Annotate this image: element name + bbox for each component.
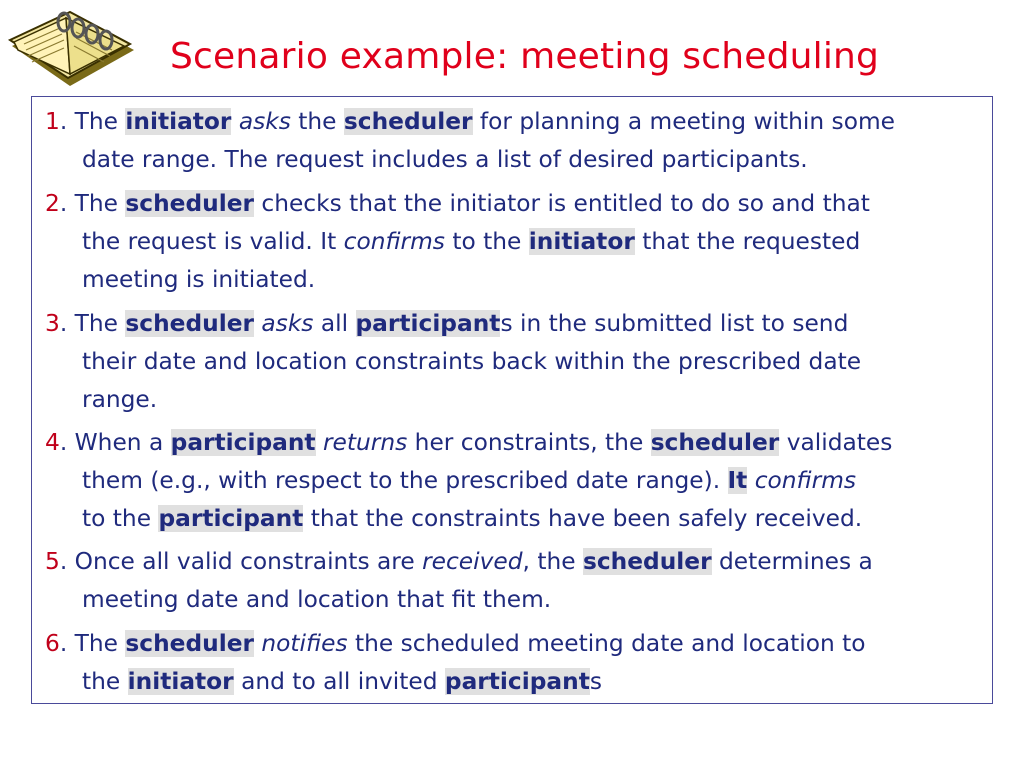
keyword: scheduler [582, 548, 712, 575]
keyword: It [727, 467, 748, 494]
text-segment: all [313, 310, 356, 337]
emphasis: received [422, 548, 523, 575]
step-line: 1. The initiator asks the scheduler for planning a meeting within some [45, 108, 895, 135]
scenario-step [45, 543, 985, 619]
keyword: scheduler [125, 310, 254, 337]
text-segment: Once all valid constraints are [74, 548, 423, 575]
open-book-logo-icon [4, 6, 138, 90]
step-line: 6. The scheduler notifies the scheduled meeting date and location to [45, 630, 866, 657]
scenario-step [45, 103, 985, 179]
step-line: 2. The scheduler checks that the initiator is entitled to do so and that [45, 190, 870, 217]
step-number: 3 [45, 310, 60, 337]
text-segment: The [74, 310, 126, 337]
text-segment [231, 108, 238, 135]
text-segment: validates [779, 429, 893, 456]
text-segment: and to all invited [233, 668, 445, 695]
text-segment: their date and location constraints back within the prescribed date [82, 348, 862, 375]
text-segment: The [74, 108, 126, 135]
text-segment: to the [82, 505, 159, 532]
text-segment: the [82, 668, 128, 695]
step-line: 3. The scheduler asks all participants in the submitted list to send [45, 310, 849, 337]
keyword: initiator [127, 668, 234, 695]
emphasis: asks [261, 310, 314, 337]
text-segment: s [589, 668, 602, 695]
step-line [45, 663, 985, 701]
text-segment: her constraints, the [407, 429, 651, 456]
scenario-steps-box [31, 96, 993, 704]
step-line [45, 581, 985, 619]
text-segment [747, 467, 754, 494]
emphasis: confirms [754, 467, 857, 494]
keyword: scheduler [125, 630, 254, 657]
text-segment: the request is valid. It [82, 228, 344, 255]
text-segment: date range. The request includes a list of desired participants. [82, 146, 808, 173]
step-line [45, 343, 985, 381]
step-number: 1 [45, 108, 60, 135]
text-segment: meeting date and location that fit them. [82, 586, 552, 613]
text-segment: The [74, 630, 126, 657]
step-line: 4. When a participant returns her constraints, the scheduler validates [45, 429, 893, 456]
text-segment: that the requested [634, 228, 861, 255]
step-number: 5 [45, 548, 60, 575]
keyword: scheduler [125, 190, 254, 217]
text-segment: , the [522, 548, 583, 575]
emphasis: returns [322, 429, 408, 456]
keyword: initiator [528, 228, 635, 255]
step-line [45, 381, 985, 419]
scenario-step [45, 185, 985, 299]
emphasis: confirms [343, 228, 445, 255]
slide-title: Scenario example: meeting scheduling [170, 36, 880, 77]
keyword: participant [158, 505, 304, 532]
scenario-step [45, 625, 985, 701]
text-segment: to the [444, 228, 529, 255]
keyword: participant [444, 668, 590, 695]
scenario-step [45, 424, 985, 538]
text-segment: The [74, 190, 126, 217]
text-segment [316, 429, 323, 456]
keyword: initiator [125, 108, 232, 135]
text-segment: determines a [711, 548, 873, 575]
step-line: 5. Once all valid constraints are received, the scheduler determines a [45, 548, 873, 575]
scenario-step [45, 305, 985, 419]
step-line [45, 223, 985, 261]
text-segment: them (e.g., with respect to the prescribed date range). [82, 467, 728, 494]
text-segment: the [290, 108, 344, 135]
emphasis: asks [238, 108, 291, 135]
emphasis: notifies [261, 630, 348, 657]
step-line [45, 462, 985, 500]
step-number: 2 [45, 190, 60, 217]
step-number: 6 [45, 630, 60, 657]
text-segment: for planning a meeting within some [472, 108, 895, 135]
step-line [45, 500, 985, 538]
text-segment: range. [82, 386, 158, 413]
step-line [45, 261, 985, 299]
keyword: participant [170, 429, 316, 456]
text-segment: s in the submitted list to send [500, 310, 849, 337]
keyword: scheduler [343, 108, 473, 135]
text-segment: meeting is initiated. [82, 266, 316, 293]
text-segment: When a [74, 429, 171, 456]
text-segment: that the constraints have been safely received. [303, 505, 863, 532]
text-segment: the scheduled meeting date and location to [347, 630, 866, 657]
step-line [45, 141, 985, 179]
step-number: 4 [45, 429, 60, 456]
text-segment: checks that the initiator is entitled to do so and that [254, 190, 870, 217]
keyword: participant [355, 310, 501, 337]
keyword: scheduler [650, 429, 780, 456]
